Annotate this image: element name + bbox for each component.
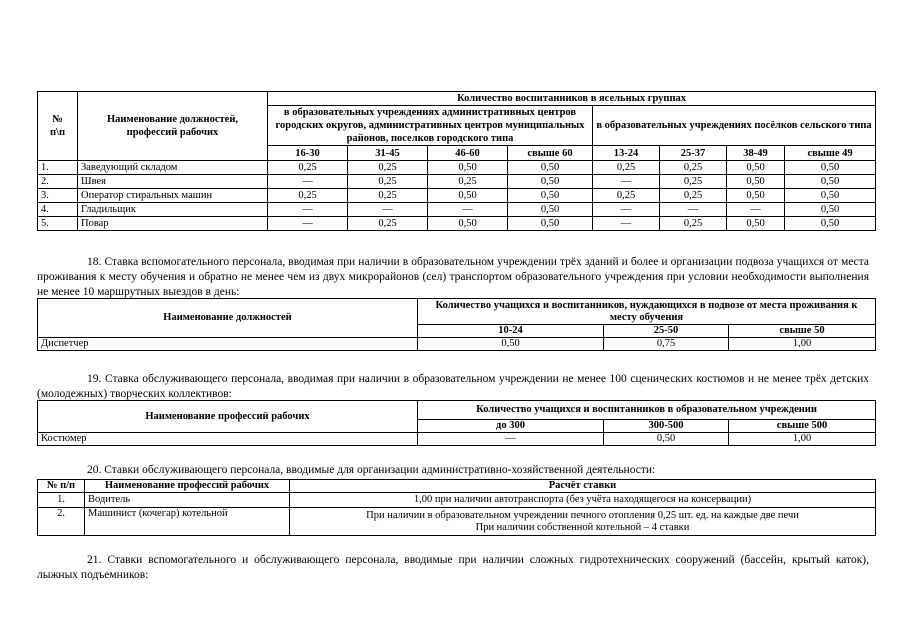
range-header: до 300 [418,420,604,433]
rate-value: 0,50 [508,203,593,217]
rate-value: 0,25 [348,189,428,203]
rate-value: 0,50 [785,203,876,217]
range-header: 16-30 [268,146,348,161]
rate-value: — [727,203,785,217]
range-header: свыше 49 [785,146,876,161]
table-row [38,508,876,536]
position-name: Швея [78,175,268,189]
rate-value: 0,50 [508,175,593,189]
position-name: Водитель [85,493,290,508]
range-header: 13-24 [593,146,660,161]
table-row [38,433,876,446]
position-name: Диспетчер [38,338,418,351]
group-header: Количество учащихся и воспитанников в образовательном учреждении [418,401,876,420]
rate-value: 0,50 [727,217,785,231]
rate-value: 0,25 [660,175,727,189]
range-header: 46-60 [428,146,508,161]
position-name: Повар [78,217,268,231]
range-header: 31-45 [348,146,428,161]
rate-value: 0,50 [727,161,785,175]
rate-value: 0,25 [660,217,727,231]
rate-value: 0,25 [660,189,727,203]
range-header: 300-500 [604,420,729,433]
rate-value: 0,25 [268,161,348,175]
table-row [38,338,876,351]
table-row [38,493,876,508]
position-name: Машинист (кочегар) котельной [85,508,290,536]
rate-value: 0,25 [428,175,508,189]
rate-value: 0,50 [785,161,876,175]
rate-value: 0,50 [428,189,508,203]
rate-value: 0,25 [593,161,660,175]
rate-value: 0,50 [604,433,729,446]
col-num-header: № п\п [38,92,78,161]
range-header: 38-49 [727,146,785,161]
costumer-table [37,400,876,446]
rate-value: — [428,203,508,217]
range-header: 10-24 [418,325,604,338]
rate-value: 0,25 [348,175,428,189]
rate-value: 0,50 [508,217,593,231]
table-row [38,175,876,189]
rate-value: 0,50 [727,175,785,189]
col-name-header: Наименование профессий рабочих [38,401,418,433]
range-header: свыше 60 [508,146,593,161]
table-row [38,217,876,231]
rate-value: — [268,203,348,217]
rate-value: 0,50 [785,175,876,189]
col-num-header: № п/п [38,480,85,493]
position-name: Костюмер [38,433,418,446]
paragraph-21: 21. Ставки вспомогательного и обслуживающего персонала, вводимые при наличии сложных гидротехнических сооружений (бассейн, крытый каток), лыжных подъемников: [37,554,869,581]
rate-value: 0,50 [418,338,604,351]
rate-value: 0,50 [508,161,593,175]
rate-value: 0,25 [660,161,727,175]
rate-value: 0,25 [593,189,660,203]
table-row [38,161,876,175]
paragraph-20: 20. Ставки обслуживающего персонала, вводимые для организации административно-хозяйственной деятельности: [87,464,656,476]
table-row [38,189,876,203]
rate-value: — [268,217,348,231]
col-calc-header: Расчёт ставки [290,480,876,493]
rate-value: 0,50 [785,217,876,231]
row-number: 1. [38,161,78,175]
rate-value: 0,25 [268,189,348,203]
col-name-header: Наименование должностей, профессий рабочих [78,92,268,161]
row-number: 3. [38,189,78,203]
rate-value: 0,25 [348,161,428,175]
group-header: Количество учащихся и воспитанников, нуждающихся в подвозе от места проживания к месту обучения [418,299,876,325]
dispatcher-table [37,298,876,351]
rate-value: 0,50 [428,161,508,175]
position-name: Оператор стиральных машин [78,189,268,203]
rate-calculation-line: При наличии собственной котельной – 4 ставки [475,521,690,533]
rate-value: — [268,175,348,189]
rate-value: — [348,203,428,217]
row-number: 4. [38,203,78,217]
rate-value: 0,50 [508,189,593,203]
row-number: 2. [38,175,78,189]
rate-value: — [660,203,727,217]
rate-value: — [593,175,660,189]
rural-subheader: в образовательных учреждениях посёлков сельского типа [593,106,876,146]
rate-value: — [593,203,660,217]
rate-value: 1,00 [729,433,876,446]
rate-value: 0,50 [428,217,508,231]
rate-calculation-line: При наличии в образовательном учреждении печного отопления 0,25 шт. ед. на каждые две печи [366,509,799,521]
table-row [38,203,876,217]
admin-staff-table [37,479,876,536]
range-header: 25-37 [660,146,727,161]
group-header: Количество воспитанников в ясельных группах [268,92,876,106]
paragraph-18: 18. Ставка вспомогательного персонала, вводимая при наличии в образовательном учреждении трёх зданий и более и организации подвоза учащихся от места проживания к месту обучения и обратно не менее чем из двух микрорайонов (сел) транспортом образовательного учреждения при условии необходимости выполнения не менее 10 маршрутных выездов в день: [37,256,869,298]
paragraph-19: 19. Ставка обслуживающего персонала, вводимая при наличии в образовательном учреждении не менее 100 сценических костюмов и не менее трёх детских (молодежных) творческих коллективов: [37,373,869,400]
rate-value: 0,50 [727,189,785,203]
range-header: 25-50 [604,325,729,338]
rate-value: 0,75 [604,338,729,351]
rate-calculation: 1,00 при наличии автотранспорта (без учёта находящегося на консервации) [290,493,876,508]
range-header: свыше 500 [729,420,876,433]
rate-value: — [593,217,660,231]
rate-value: — [418,433,604,446]
rate-value: 0,50 [785,189,876,203]
col-name-header: Наименование профессий рабочих [85,480,290,493]
row-number: 1. [38,493,85,508]
rate-value: 1,00 [729,338,876,351]
position-name: Заведующий складом [78,161,268,175]
rate-value: 0,25 [348,217,428,231]
range-header: свыше 50 [729,325,876,338]
col-name-header: Наименование должностей [38,299,418,338]
rate-calculation [290,508,876,536]
urban-subheader: в образовательных учреждениях административных центров городских округов, административных центров муниципальных районов, поселков городского типа [268,106,593,146]
position-name: Гладильщик [78,203,268,217]
nursery-staff-table [37,91,876,231]
row-number: 5. [38,217,78,231]
row-number: 2. [38,508,85,536]
